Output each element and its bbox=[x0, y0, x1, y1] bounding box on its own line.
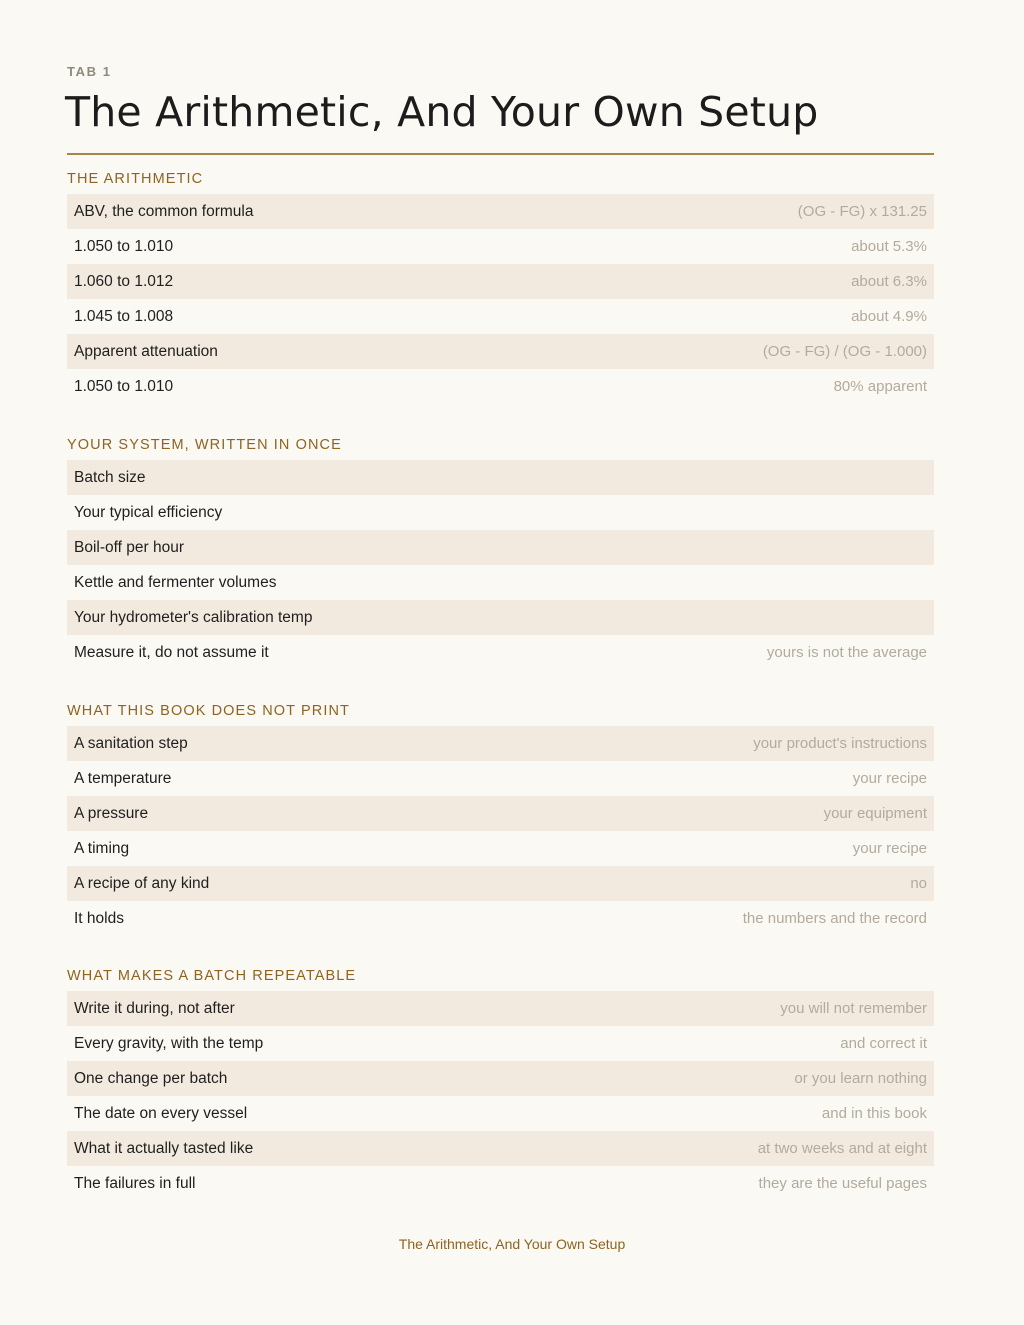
row-label: Batch size bbox=[74, 468, 146, 486]
table-row bbox=[67, 991, 934, 1026]
row-label: ABV, the common formula bbox=[74, 202, 254, 220]
table-row bbox=[67, 194, 934, 229]
table-row bbox=[67, 600, 934, 635]
table-row bbox=[67, 1131, 934, 1166]
row-note: and in this book bbox=[821, 1105, 927, 1122]
row-note: your product's instructions bbox=[753, 735, 927, 752]
row-label: Apparent attenuation bbox=[74, 342, 218, 360]
row-label: 1.045 to 1.008 bbox=[74, 307, 174, 325]
row-note: your recipe bbox=[852, 840, 927, 857]
row-label: Boil-off per hour bbox=[74, 538, 184, 556]
table-row bbox=[67, 1026, 934, 1061]
row-label: A sanitation step bbox=[74, 734, 188, 752]
row-label: A timing bbox=[74, 839, 130, 857]
row-label: What it actually tasted like bbox=[74, 1139, 254, 1157]
table-row bbox=[67, 796, 934, 831]
section-repeatable bbox=[67, 965, 934, 1201]
row-label: One change per batch bbox=[74, 1069, 228, 1087]
row-label: It holds bbox=[74, 909, 124, 927]
row-label: The failures in full bbox=[74, 1174, 196, 1192]
row-note: yours is not the average bbox=[766, 644, 927, 661]
table-row bbox=[67, 530, 934, 565]
table-row bbox=[67, 369, 934, 404]
section-heading: WHAT THIS BOOK DOES NOT PRINT bbox=[67, 703, 350, 719]
row-label: Write it during, not after bbox=[74, 999, 235, 1017]
table-row bbox=[67, 761, 934, 796]
table-row bbox=[67, 726, 934, 761]
row-label: The date on every vessel bbox=[74, 1104, 248, 1122]
row-note: at two weeks and at eight bbox=[757, 1140, 927, 1157]
table-row bbox=[67, 334, 934, 369]
section-heading: WHAT MAKES A BATCH REPEATABLE bbox=[67, 968, 357, 984]
row-note: no bbox=[910, 875, 927, 892]
title-divider bbox=[67, 153, 934, 155]
row-note: 80% apparent bbox=[833, 378, 927, 395]
table-row bbox=[67, 635, 934, 670]
row-label: Kettle and fermenter volumes bbox=[74, 573, 277, 591]
row-note: (OG - FG) / (OG - 1.000) bbox=[762, 343, 927, 360]
row-note: the numbers and the record bbox=[742, 910, 927, 927]
table-row bbox=[67, 1166, 934, 1201]
table-row bbox=[67, 1061, 934, 1096]
row-note: they are the useful pages bbox=[758, 1175, 927, 1192]
row-note: or you learn nothing bbox=[794, 1070, 927, 1087]
section-not-printed bbox=[67, 700, 934, 936]
tab-kicker: TAB 1 bbox=[67, 64, 112, 79]
section-heading: THE ARITHMETIC bbox=[67, 171, 204, 187]
table-row bbox=[67, 299, 934, 334]
row-note: about 6.3% bbox=[851, 273, 927, 290]
row-note: (OG - FG) x 131.25 bbox=[797, 203, 927, 220]
section-arithmetic bbox=[67, 168, 934, 404]
table-row bbox=[67, 495, 934, 530]
row-label: 1.050 to 1.010 bbox=[74, 377, 174, 395]
row-label: A temperature bbox=[74, 769, 172, 787]
table-row bbox=[67, 866, 934, 901]
row-label: 1.050 to 1.010 bbox=[74, 237, 174, 255]
row-label: Every gravity, with the temp bbox=[74, 1034, 264, 1052]
row-label: Measure it, do not assume it bbox=[74, 643, 269, 661]
row-note: about 4.9% bbox=[851, 308, 927, 325]
table-row bbox=[67, 460, 934, 495]
row-note: and correct it bbox=[840, 1035, 927, 1052]
row-label: Your typical efficiency bbox=[74, 503, 223, 521]
row-label: A recipe of any kind bbox=[74, 874, 210, 892]
row-label: Your hydrometer's calibration temp bbox=[74, 608, 313, 626]
row-note: you will not remember bbox=[780, 1000, 927, 1017]
row-label: 1.060 to 1.012 bbox=[74, 272, 174, 290]
section-your-system bbox=[67, 434, 934, 670]
page-title: The Arithmetic, And Your Own Setup bbox=[65, 88, 819, 136]
table-row bbox=[67, 1096, 934, 1131]
table-row bbox=[67, 264, 934, 299]
row-note: about 5.3% bbox=[851, 238, 927, 255]
table-row bbox=[67, 901, 934, 936]
table-row bbox=[67, 229, 934, 264]
table-row bbox=[67, 831, 934, 866]
section-heading: YOUR SYSTEM, WRITTEN IN ONCE bbox=[67, 437, 342, 453]
row-note: your recipe bbox=[852, 770, 927, 787]
row-note: your equipment bbox=[823, 805, 927, 822]
row-label: A pressure bbox=[74, 804, 149, 822]
page-footer: The Arithmetic, And Your Own Setup bbox=[398, 1236, 626, 1252]
table-row bbox=[67, 565, 934, 600]
